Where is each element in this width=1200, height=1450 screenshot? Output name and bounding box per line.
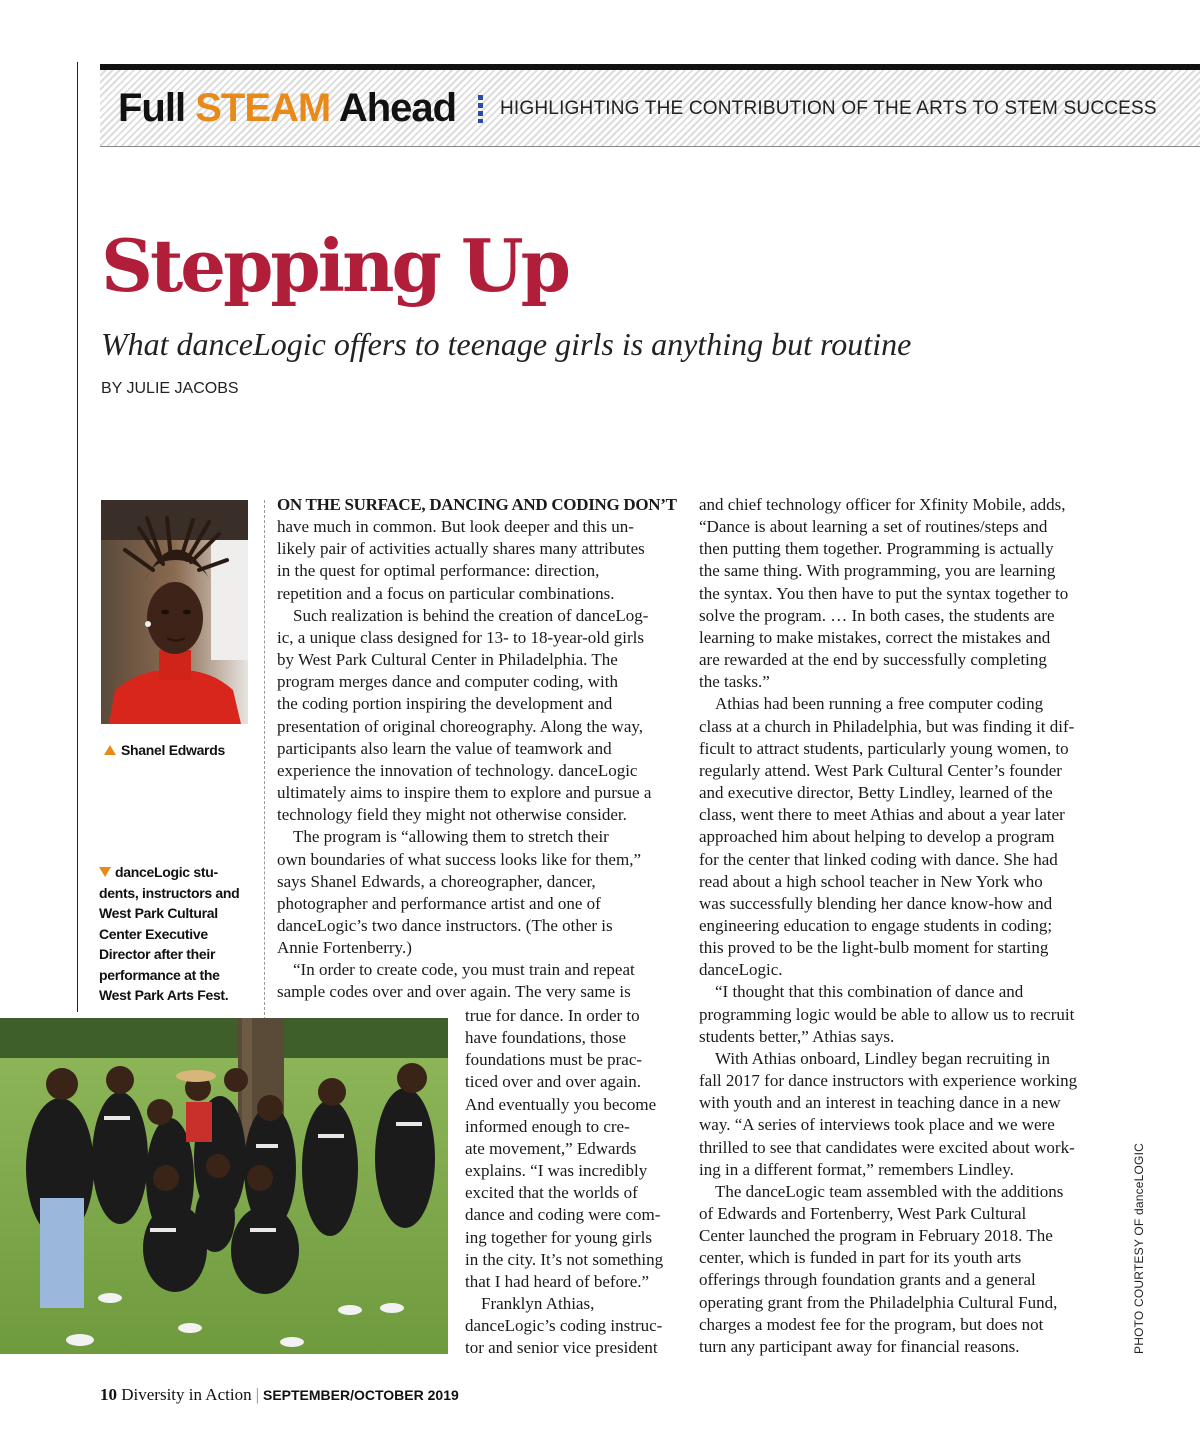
column-divider <box>264 500 265 1020</box>
body-line: thrilled to see that candidates were excited about work- <box>699 1137 1075 1157</box>
portrait-caption-text: Shanel Edwards <box>121 742 225 758</box>
body-line: by West Park Cultural Center in Philadelphia. The <box>277 650 618 670</box>
body-line: ficult to attract students, particularly young women, to <box>699 738 1069 758</box>
body-line: With Athias onboard, Lindley began recruiting in <box>715 1048 1050 1068</box>
triangle-down-icon <box>99 867 111 877</box>
caption-line: West Park Cultural <box>99 905 218 921</box>
banner-separator <box>478 95 483 123</box>
footer-separator: | <box>255 1385 259 1404</box>
body-column-1-bottom <box>465 1005 680 1360</box>
issue-date: SEPTEMBER/OCTOBER 2019 <box>262 1387 459 1403</box>
body-line: turn any participant away for financial reasons. <box>699 1336 1020 1356</box>
body-line: danceLogic. <box>699 960 783 980</box>
body-line: have foundations, those <box>465 1028 626 1048</box>
page-footer <box>100 1383 459 1407</box>
body-line: the syntax. You then have to put the syntax together to <box>699 583 1069 603</box>
portrait-photo <box>101 500 248 724</box>
body-line: was successfully blending her dance know-how and <box>699 893 1053 913</box>
publication-name: Diversity in Action <box>121 1385 252 1404</box>
body-line: ing together for young girls <box>465 1227 652 1247</box>
body-line: fall 2017 for dance instructors with experience working <box>699 1071 1078 1091</box>
body-line: in the quest for optimal performance: direction, <box>277 561 600 581</box>
body-line: The program is “allowing them to stretch their <box>293 827 609 847</box>
body-line: the coding portion inspiring the development and <box>277 694 613 714</box>
body-line: engineering education to engage students in coding; <box>699 915 1053 935</box>
body-line: Franklyn Athias, <box>481 1294 595 1314</box>
body-line: dance and coding were com- <box>465 1205 661 1225</box>
section-title-part2: Ahead <box>330 86 457 130</box>
photo-credit: PHOTO COURTESY OF danceLOGIC <box>1132 1143 1146 1354</box>
article-headline: Stepping Up <box>101 223 568 308</box>
body-line: danceLogic’s two dance instructors. (The other is <box>277 915 613 935</box>
body-line: danceLogic’s coding instruc- <box>465 1316 663 1336</box>
triangle-up-icon <box>104 745 116 755</box>
body-line: class, went there to meet Athias and about a year later <box>699 805 1065 825</box>
body-line: of Edwards and Fortenberry, West Park Cultural <box>699 1204 1027 1223</box>
body-line: And eventually you become <box>465 1094 657 1114</box>
body-line: learning to make mistakes, correct the mistakes and <box>699 627 1051 647</box>
left-margin-rule <box>77 62 78 1012</box>
body-line: class at a church in Philadelphia, but was finding it dif- <box>699 716 1075 736</box>
body-line: then putting them together. Programming is actually <box>699 539 1054 559</box>
body-line: true for dance. In order to <box>465 1006 640 1025</box>
body-line: excited that the worlds of <box>465 1183 638 1203</box>
body-line: Athias had been running a free computer coding <box>715 694 1044 714</box>
body-line: programming logic would be able to allow us to recruit <box>699 1004 1075 1024</box>
body-column-1-top <box>277 494 681 1004</box>
body-line: that I had heard of before.” <box>465 1271 650 1291</box>
body-line: ultimately aims to inspire them to explore and pursue a <box>277 783 652 803</box>
article-byline: BY JULIE JACOBS <box>101 380 239 397</box>
body-line: “Dance is about learning a set of routines/steps and <box>699 517 1048 537</box>
body-line: likely pair of activities actually shares many attributes <box>277 539 645 559</box>
body-line <box>277 494 681 516</box>
body-line: explains. “I was incredibly <box>465 1161 648 1181</box>
body-line: with youth and an interest in teaching dance in a new <box>699 1093 1061 1113</box>
body-line: experience the innovation of technology. danceLogic <box>277 760 638 780</box>
caption-line: danceLogic stu- <box>99 862 259 883</box>
body-line: foundations must be prac- <box>465 1050 643 1070</box>
body-line: this proved to be the light-bulb moment for starting <box>699 938 1049 958</box>
body-line: students better,” Athias says. <box>699 1026 895 1046</box>
body-line: technology field they might not otherwise consider. <box>277 805 627 825</box>
caption-line: West Park Arts Fest. <box>99 987 229 1003</box>
body-line: charges a modest fee for the program, but does not <box>699 1314 1044 1334</box>
article-dek: What danceLogic offers to teenage girls is anything but routine <box>101 326 912 362</box>
body-line: approached him about helping to develop a program <box>699 827 1055 847</box>
body-line: are rewarded at the end by successfully completing <box>699 650 1047 670</box>
section-title-accent: STEAM <box>195 86 331 130</box>
page-number: 10 <box>100 1385 117 1404</box>
body-line: and executive director, Betty Lindley, learned of the <box>699 783 1053 803</box>
body-line: Such realization is behind the creation of danceLog- <box>293 605 649 625</box>
group-photo-caption <box>99 862 259 1006</box>
body-line: in the city. It’s not something <box>465 1249 664 1269</box>
caption-line: dents, instructors and <box>99 884 240 901</box>
body-line: operating grant from the Philadelphia Cultural Fund, <box>699 1292 1058 1312</box>
body-line: presentation of original choreography. Along the way, <box>277 716 644 736</box>
body-line: for the center that linked coding with dance. She had <box>699 849 1058 869</box>
body-line: own boundaries of what success looks like for them,” <box>277 849 641 869</box>
body-line: ing in a different format,” remembers Lindley. <box>699 1159 1014 1179</box>
body-line: repetition and a focus on particular combinations. <box>277 583 615 603</box>
body-line: ticed over and over again. <box>465 1072 642 1092</box>
body-line: have much in common. But look deeper and this un- <box>277 517 634 537</box>
body-line: Annie Fortenberry.) <box>277 938 412 958</box>
body-line: solve the program. … In both cases, the students are <box>699 605 1055 625</box>
body-column-2 <box>699 494 1109 1358</box>
body-line: the same thing. With programming, you are learning <box>699 561 1056 581</box>
body-line: center, which is funded in part for its youth arts <box>699 1248 1022 1268</box>
body-line: offerings through foundation grants and a general <box>699 1270 1036 1290</box>
body-line: Center launched the program in February 2018. The <box>699 1226 1053 1246</box>
lead-in: ON THE SURFACE, DANCING AND CODING DON’T <box>277 495 677 514</box>
section-subtitle: HIGHLIGHTING THE CONTRIBUTION OF THE ARTS TO STEM SUCCESS <box>500 98 1157 119</box>
body-line: “I thought that this combination of dance and <box>715 982 1024 1002</box>
body-line: informed enough to cre- <box>465 1116 630 1136</box>
section-title-part1: Full <box>118 86 196 130</box>
body-line: program merges dance and computer coding, with <box>277 672 618 692</box>
body-line: “In order to create code, you must train and repeat <box>293 960 635 980</box>
body-line: read about a high school teacher in New York who <box>699 871 1043 891</box>
body-line: sample codes over and over again. The very same is <box>277 982 631 1002</box>
body-line: participants also learn the value of teamwork and <box>277 738 612 758</box>
body-line: and chief technology officer for Xfinity Mobile, adds, <box>699 495 1066 514</box>
portrait-caption <box>104 740 264 761</box>
body-line: ate movement,” Edwards <box>465 1138 637 1158</box>
body-line: way. “A series of interviews took place and we were <box>699 1115 1055 1135</box>
section-title <box>118 84 456 132</box>
caption-line: performance at the <box>99 966 220 983</box>
body-line: photographer and performance artist and one of <box>277 893 601 913</box>
body-line: says Shanel Edwards, a choreographer, dancer, <box>277 871 596 891</box>
body-line: tor and senior vice president <box>465 1338 658 1358</box>
group-photo <box>0 1018 448 1354</box>
body-line: The danceLogic team assembled with the additions <box>715 1181 1064 1201</box>
body-line: the tasks.” <box>699 672 770 692</box>
body-line: regularly attend. West Park Cultural Center’s founder <box>699 760 1062 780</box>
caption-line: Director after their <box>99 946 216 962</box>
caption-line: Center Executive <box>99 925 208 942</box>
body-line: ic, a unique class designed for 13- to 18-year-old girls <box>277 627 644 647</box>
